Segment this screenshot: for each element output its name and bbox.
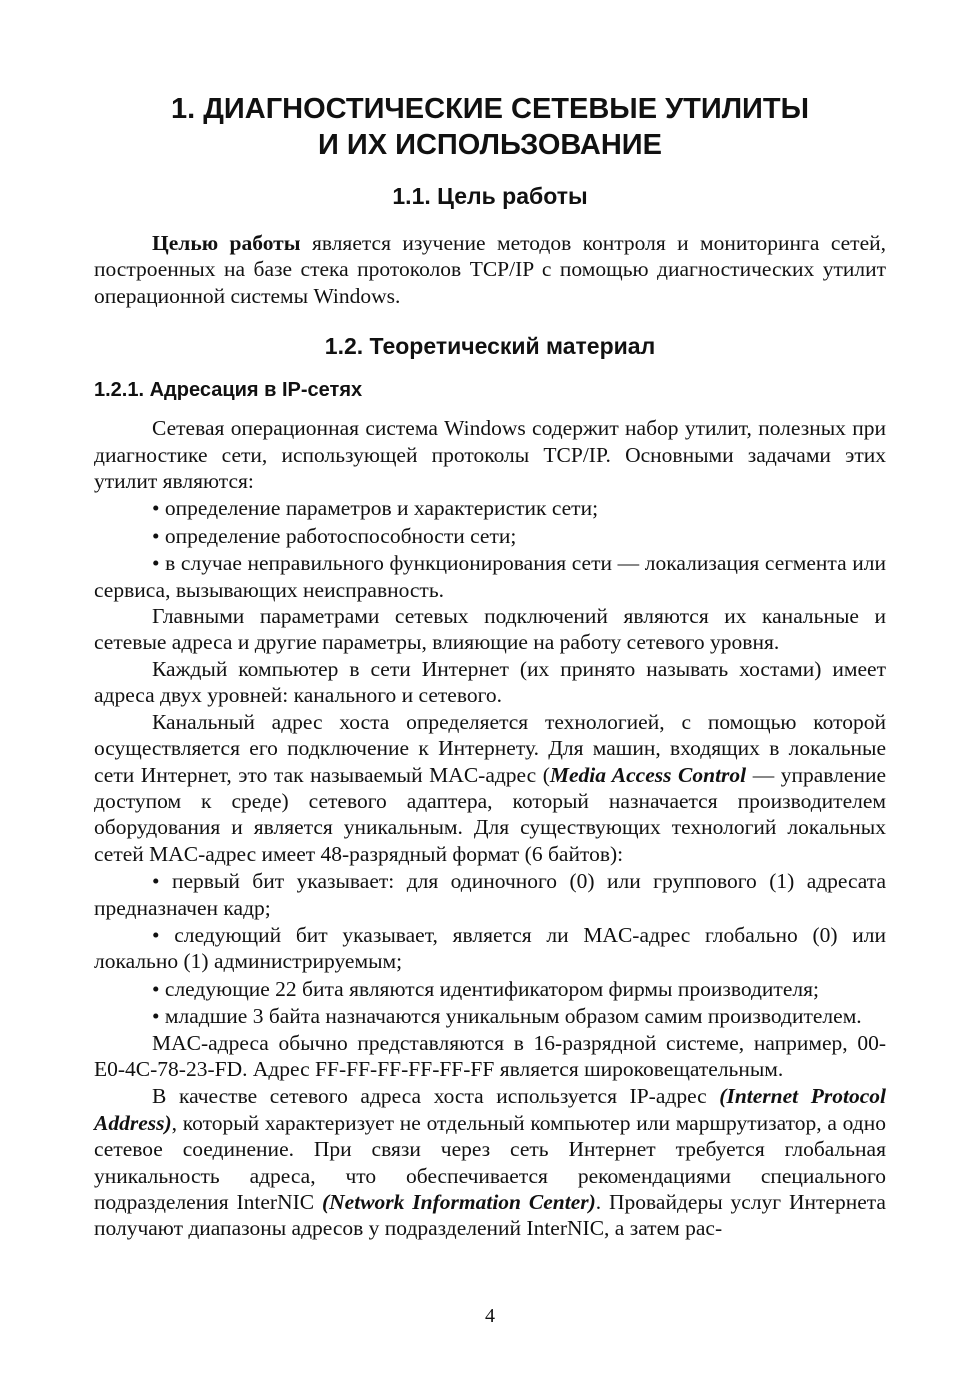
section-title: Цель работы: [437, 183, 588, 209]
goal-paragraph: [94, 230, 886, 309]
chapter-title-line1: ДИАГНОСТИЧЕСКИЕ СЕТЕВЫЕ УТИЛИТЫ: [203, 93, 809, 125]
text-run: — управление доступом к среде) сетевого адаптера, который назначается производителем оборудования и является уникальным. Для существующих технологий локальных сетей MAC-адрес имеет 48-разрядный формат (6 байтов):: [94, 762, 887, 866]
text-run: . Провайдеры услуг Интернета получают диапазоны адресов у подразделений InterNIC, а затем рас-: [94, 1190, 886, 1241]
chapter-number: 1.: [171, 93, 196, 125]
subsection-heading-1-2-1: [94, 377, 886, 403]
paragraph: Каждый компьютер в сети Интернет (их принято называть хостами) имеет адреса двух уровней: канального и сетевого.: [94, 656, 886, 708]
document-page: [94, 0, 886, 1242]
goal-text: является изучение методов контроля и мониторинга сетей, построенных на базе стека протоколов TCP/IP с помощью диагностических утилит операционной системы Windows.: [94, 231, 886, 308]
bullet-item: • младшие 3 байта назначаются уникальным образом самим производителем.: [94, 1003, 886, 1029]
paragraph: Сетевая операционная система Windows содержит набор утилит, полезных при диагностике сети, использующей протоколы TCP/IP. Основными задачами этих утилит являются:: [94, 416, 886, 494]
bullet-item: • в случае неправильного функционирования сети — локализация сегмента или сервиса, вызывающих неисправность.: [94, 550, 886, 603]
paragraph: Главными параметрами сетевых подключений являются их канальные и сетевые адреса и другие параметры, влияющие на работу сетевого уровня.: [94, 604, 886, 655]
section-title: Теоретический материал: [369, 333, 656, 360]
text-run: , который характеризует не отдельный компьютер или маршрутизатор, а одно сетевое соединение. При связи через сеть Интернет требуется глобальная уникальность адреса, что обеспечивается рекомендациями специального подразделения InterNIC: [94, 1110, 886, 1214]
paragraph: [94, 709, 886, 867]
bullet-item: • следующий бит указывает, является ли MAC-адрес глобально (0) или локально (1) администрируемым;: [94, 922, 886, 975]
paragraph: MAC-адреса обычно представляются в 16-разрядной системе, например, 00-E0-4C-78-23-FD. Адрес FF-FF-FF-FF-FF-FF является широковещательным.: [94, 1030, 886, 1081]
bullet-item: • первый бит указывает: для одиночного (0) или группового (1) адресата предназначен кадр;: [94, 868, 886, 921]
section-heading-1-2: [94, 331, 886, 361]
chapter-title-line2: И ИХ ИСПОЛЬЗОВАНИЕ: [318, 129, 662, 161]
page-number: 4: [485, 1305, 495, 1327]
chapter-title: [94, 91, 886, 163]
bullet-item: • определение работоспособности сети;: [94, 523, 886, 549]
subsection-number: 1.2.1.: [94, 379, 145, 402]
emphasis: (Internet Protocol Address): [94, 1084, 886, 1135]
text-run: В качестве сетевого адреса хоста используется IP-адрес: [152, 1084, 720, 1109]
subsection-title: Адресация в IP-сетях: [149, 379, 363, 402]
paragraph: [94, 1083, 886, 1241]
bullet-item: • определение параметров и характеристик сети;: [94, 495, 886, 521]
section-heading-1-1: [94, 181, 886, 211]
text-run: Канальный адрес хоста определяется технологией, с помощью которой осуществляется его подключение к Интернету. Для машин, входящих в локальные сети Интернет, это так называемый MAC-адрес (: [94, 709, 886, 787]
section-number: 1.1.: [392, 183, 431, 209]
bullet-item: • следующие 22 бита являются идентификатором фирмы производителя;: [94, 976, 886, 1002]
section-number: 1.2.: [324, 333, 364, 360]
goal-lead: Целью работы: [152, 231, 301, 255]
emphasis: (Network Information Center): [322, 1190, 596, 1214]
emphasis: Media Access Control: [549, 762, 747, 787]
